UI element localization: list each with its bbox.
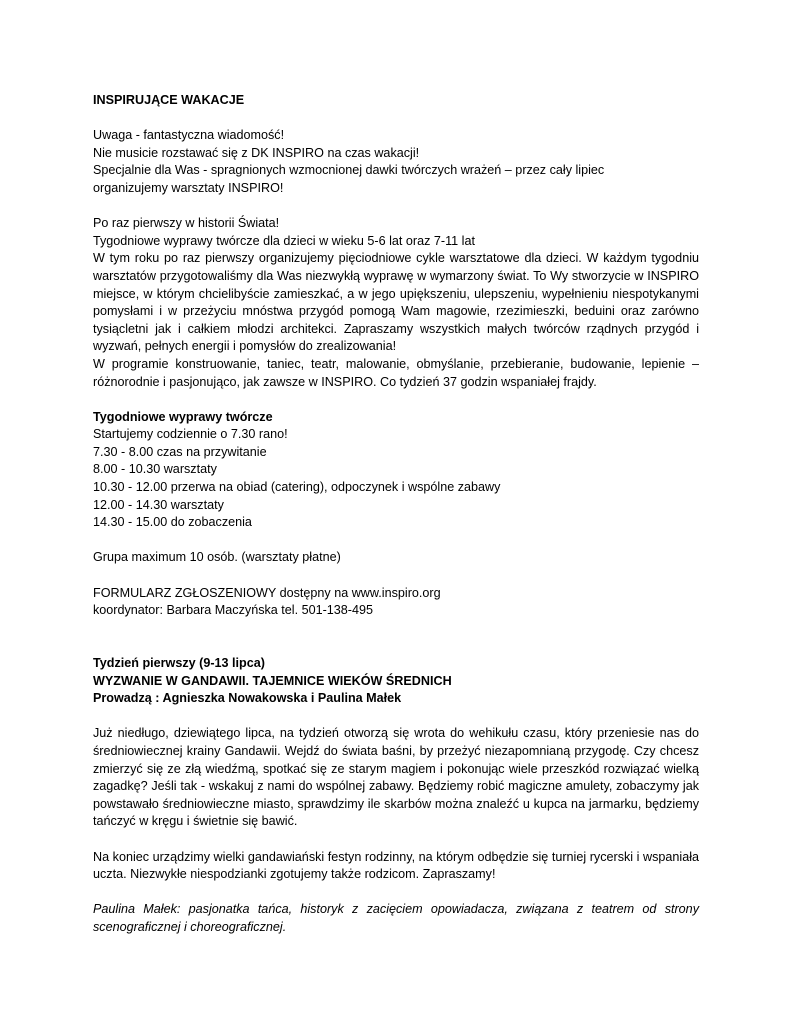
page-title: INSPIRUJĄCE WAKACJE	[93, 93, 245, 107]
schedule-title: Tygodniowe wyprawy twórcze	[93, 409, 273, 424]
week-hosts: Prowadzą : Agnieszka Nowakowska i Paulina Małek	[93, 691, 402, 706]
intro-line: organizujemy warsztaty INSPIRO!	[93, 180, 284, 195]
week-festival: Na koniec urządzimy wielki gandawiański festyn rodzinny, na którym odbędzie się turniej rycerski i wspaniała uczta. Niezwykłe niespodzianki zgotujemy także rodzicom. Zapraszamy!	[93, 849, 699, 882]
schedule-line: 12.00 - 14.30 warsztaty	[93, 497, 224, 512]
intro-line: Uwaga - fantastyczna wiadomość!	[93, 128, 285, 143]
program-paragraph: W programie konstruowanie, taniec, teatr, malowanie, obmyślanie, przebieranie, budowanie, lepienie – różnorodnie i pasjonująco, jak zawsze w INSPIRO. Co tydzień 37 godzin wspaniałej frajdy.	[93, 356, 699, 389]
about-line: Tygodniowe wyprawy twórcze dla dzieci w wieku 5-6 lat oraz 7-11 lat	[93, 233, 475, 248]
group-note: Grupa maximum 10 osób. (warsztaty płatne)	[93, 550, 341, 565]
week-label: Tydzień pierwszy (9-13 lipca)	[93, 656, 265, 670]
schedule-line: 10.30 - 12.00 przerwa na obiad (catering), odpoczynek i wspólne zabawy	[93, 480, 501, 495]
form-info: FORMULARZ ZGŁOSZENIOWY dostępny na www.inspiro.org	[93, 585, 441, 600]
coordinator-info: koordynator: Barbara Maczyńska tel. 501-138-495	[93, 603, 374, 618]
week-description: Już niedługo, dziewiątego lipca, na tydzień otworzą się wrota do wehikułu czasu, który przeniesie nas do średniowiecznej krainy Gandawii. Wejdź do świata baśni, by przeżyć niezapomnianą przygodę. Czy chcesz zmierzyć się ze złą wiedźmą, spotkać się ze starym magiem i pokonując wiele przeszkód rozwiązać wielką zagadkę? Jeśli tak - wskakuj z nami do wspólnej zabawy. Będziemy robić magiczne amulety, zobaczymy jak powstawało średniowieczne miasto, sprawdzimy ile skarbów można znaleźć u kupca na jarmarku, będziemy tańczyć w kręgu i świetnie się bawić.	[93, 726, 699, 829]
intro-line: Specjalnie dla Was - spragnionych wzmocnionej dawki twórczych wrażeń – przez cały lipiec	[93, 163, 605, 178]
schedule-line: 8.00 - 10.30 warsztaty	[93, 462, 217, 477]
about-paragraph: W tym roku po raz pierwszy organizujemy pięciodniowe cykle warsztatowe dla dzieci. W każdym tygodniu warsztatów przygotowaliśmy dla Was niezwykłą wyprawę w wymarzony świat. To Wy stworzycie w INSPIRO miejsce, w którym chcielibyście zamieszkać, a w jego upiększeniu, ulepszeniu, wypełnieniu niespotykanymi pomysłami i w przeżyciu mnóstwa przygód pomogą Wam magowie, rzezimieszki, beduini oraz zarówno tysiącletni jak i całkiem młodzi architekci. Zapraszamy wszystkich małych twórców rządnych przygód i wyzwań, pełnych energii i pomysłów do zrealizowania!	[93, 251, 699, 354]
intro-line: Nie musicie rozstawać się z DK INSPIRO na czas wakacji!	[93, 145, 420, 160]
schedule-line: Startujemy codziennie o 7.30 rano!	[93, 427, 288, 442]
schedule-line: 14.30 - 15.00 do zobaczenia	[93, 515, 252, 530]
about-line: Po raz pierwszy w historii Świata!	[93, 216, 280, 231]
week-title: WYZWANIE W GANDAWII. TAJEMNICE WIEKÓW ŚREDNICH	[93, 673, 452, 688]
document-page	[93, 92, 699, 937]
schedule-line: 7.30 - 8.00 czas na przywitanie	[93, 444, 267, 459]
host-bio: Paulina Małek: pasjonatka tańca, historyk z zacięciem opowiadacza, związana z teatrem od strony scenograficznej i choreograficznej.	[93, 902, 699, 934]
